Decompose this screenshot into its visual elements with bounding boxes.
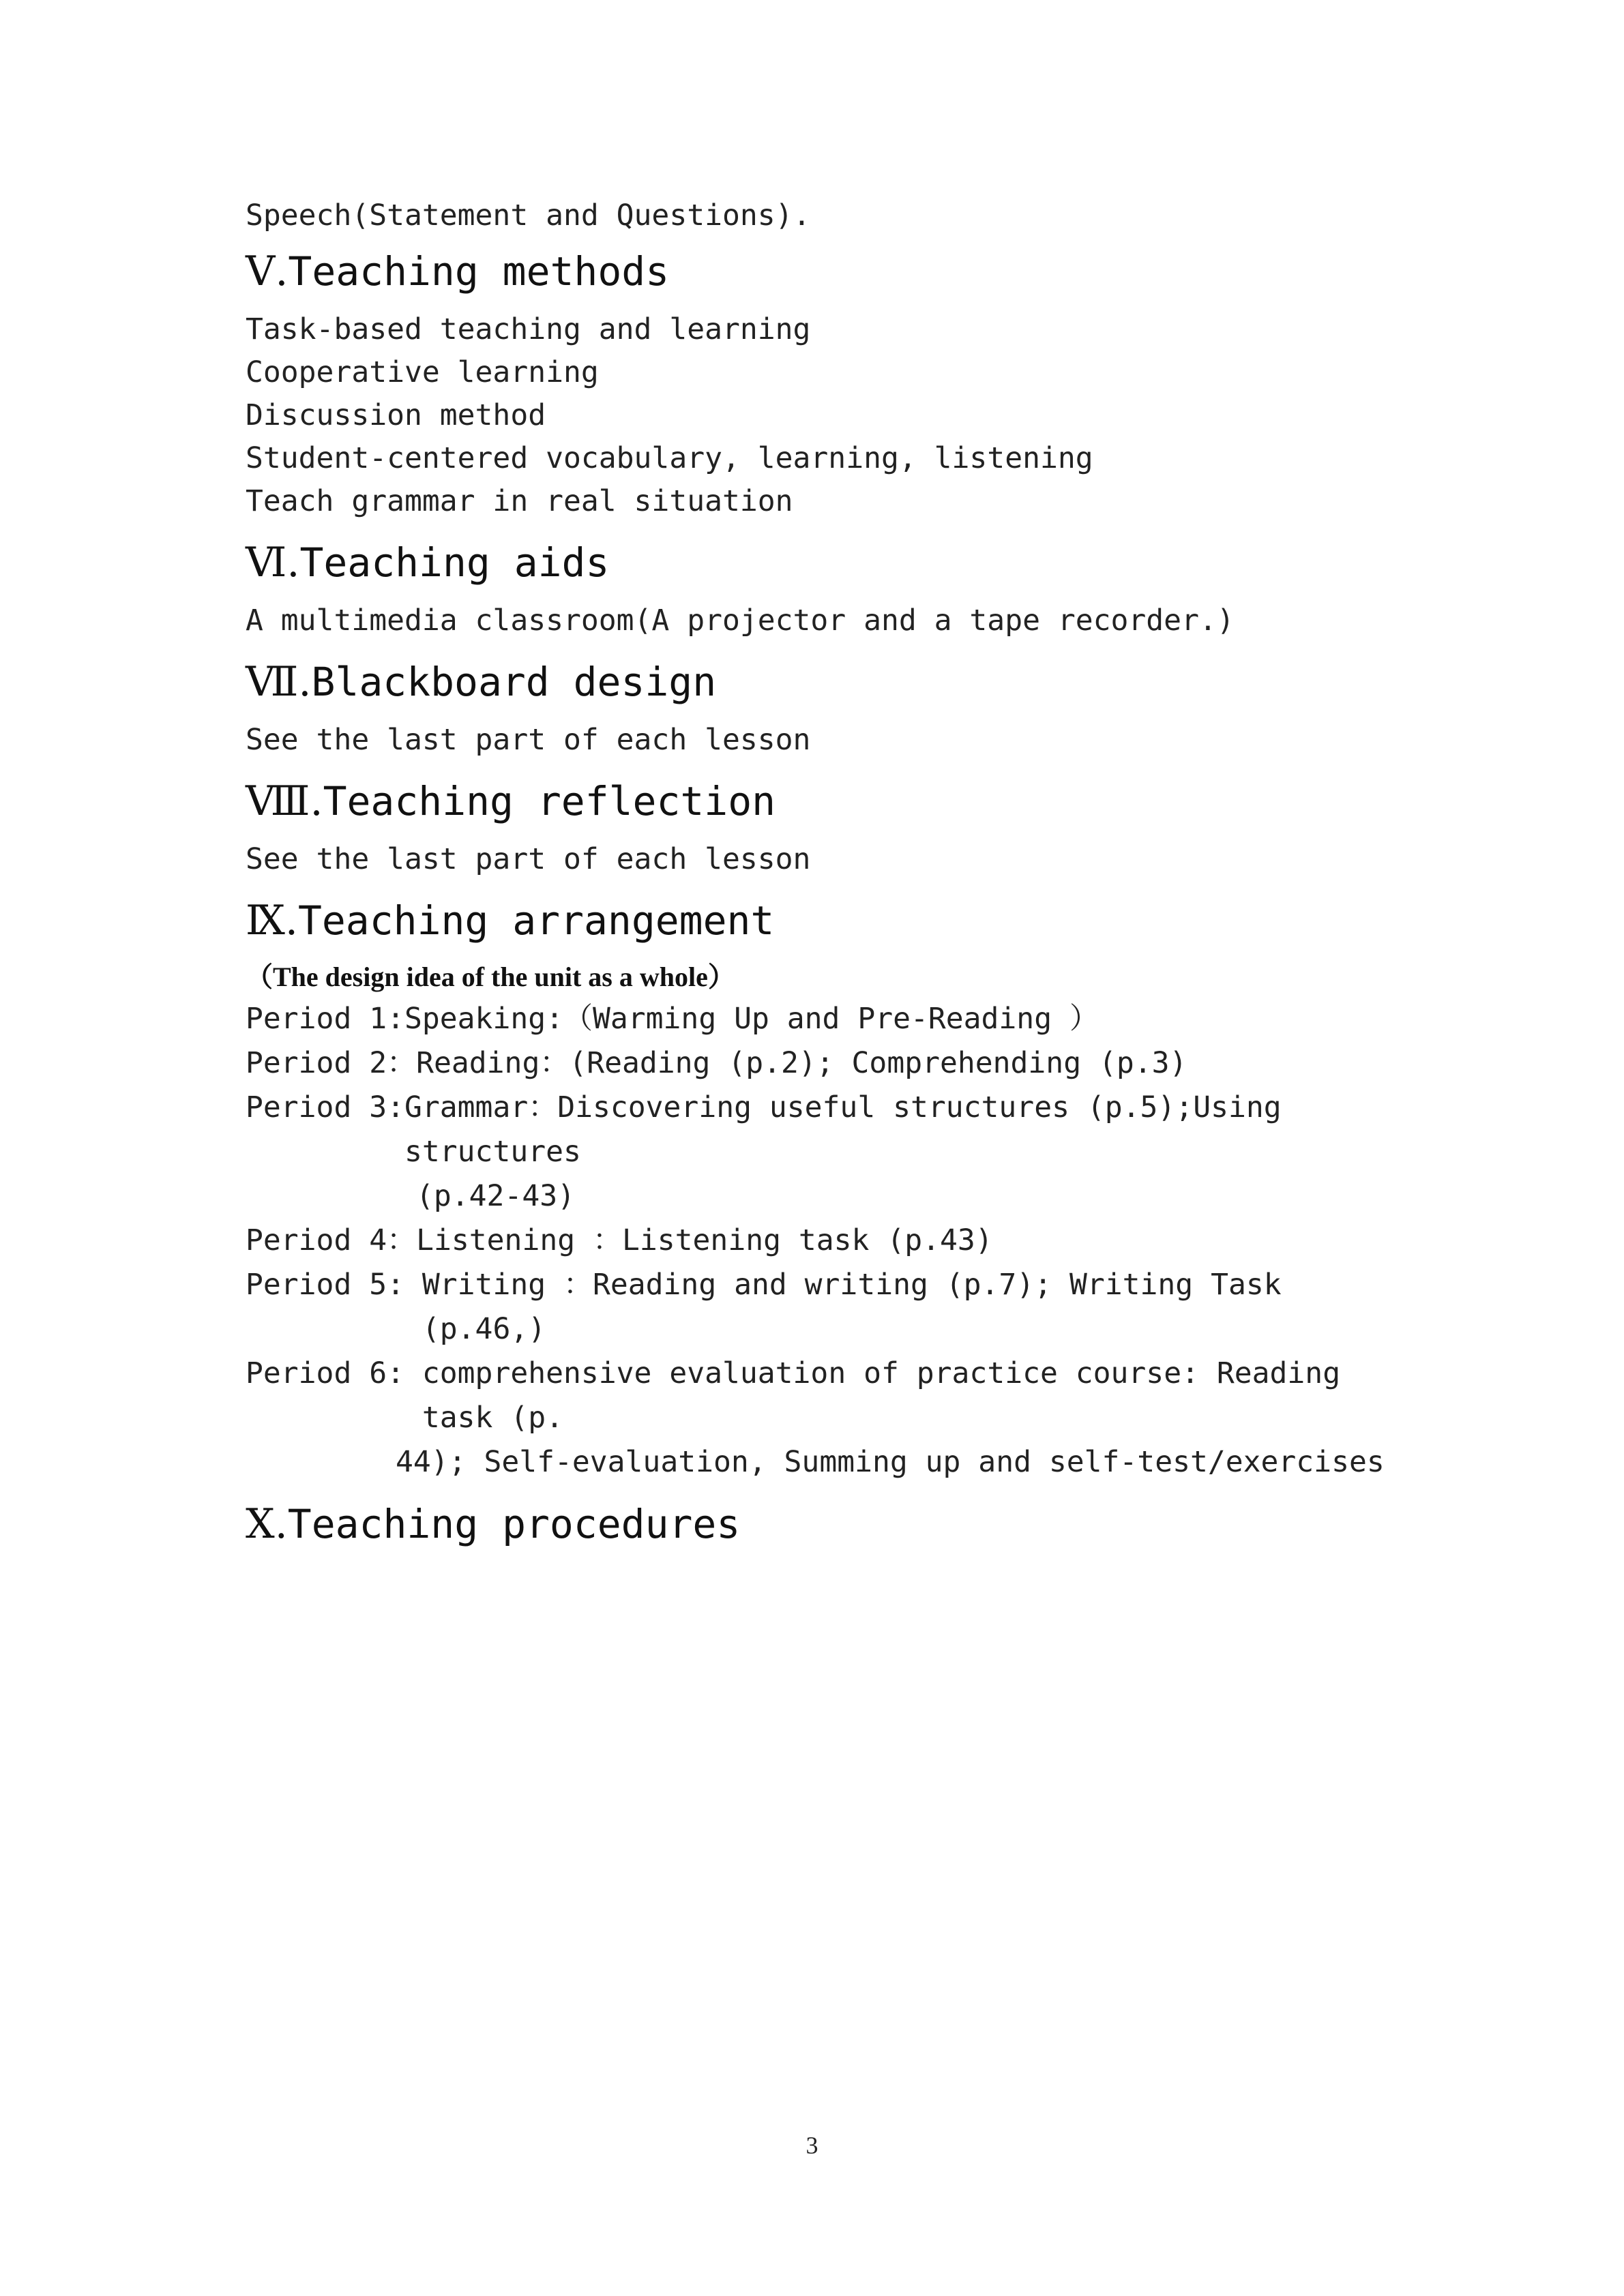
period-text: comprehensive evaluation of practice course: Reading task (p. [422,1356,1341,1435]
section-title: Teaching aids [299,539,610,586]
period-row [246,1219,1419,1263]
period-label: Period 1: [246,1002,404,1036]
period-text: Speaking:（Warming Up and Pre-Reading ） [404,1002,1099,1036]
section-numeral: Ⅷ. [246,777,323,825]
period-text: Reading：(Reading (p.2); Comprehending (p.3) [416,1046,1187,1080]
section-numeral: Ⅵ. [246,539,300,586]
page-number: 3 [806,2132,818,2159]
section-numeral: Ⅹ. [246,1500,288,1548]
period-text: Grammar：Discovering useful structures (p.5);Using structures [404,1090,1282,1169]
section-numeral: Ⅴ. [246,248,289,295]
period-label: Period 6: [246,1356,422,1390]
period-row [246,997,1419,1041]
section-heading-blackboard-design [246,655,1419,709]
blackboard-item: See the last part of each lesson [246,723,811,757]
method-item: Cooperative learning [246,355,599,389]
aids-item: A multimedia classroom(A projector and a tape recorder.) [246,603,1235,638]
method-item: Student-centered vocabulary, learning, listening [246,441,1093,475]
period-row [246,1041,1419,1086]
method-item: Discussion method [246,398,546,432]
period-label: Period 4： [246,1223,417,1257]
period-label: Period 3: [246,1090,404,1124]
section-title: Teaching arrangement [297,897,775,944]
intro-line: Speech(Statement and Questions). [246,198,811,233]
period-continuation: (p.42-43) [416,1179,575,1213]
section-title: Blackboard design [311,659,717,705]
period-row [246,1086,1419,1174]
section-numeral: Ⅶ. [246,658,312,706]
section-heading-teaching-procedures [246,1497,1419,1551]
design-idea-note: （The design idea of the unit as a whole） [246,961,735,992]
period-label: Period 2： [246,1046,417,1080]
period-row [246,1263,1419,1352]
period-continuation: 44); Self-evaluation, Summing up and self-test/exercises [396,1445,1385,1479]
period-text: Writing ：Reading and writing (p.7); Writing Task (p.46,) [422,1268,1282,1346]
reflection-item: See the last part of each lesson [246,842,811,876]
page-content [246,194,1419,1561]
section-title: Teaching methods [288,248,670,295]
period-text: Listening ：Listening task (p.43) [416,1223,993,1257]
period-row [246,1352,1419,1440]
section-heading-teaching-arrangement [246,893,1419,948]
section-title: Teaching reflection [323,778,776,824]
method-item: Task-based teaching and learning [246,312,811,346]
section-heading-teaching-methods [246,244,1419,299]
section-numeral: Ⅸ. [246,897,298,944]
method-item: Teach grammar in real situation [246,484,793,518]
section-title: Teaching procedures [287,1501,741,1547]
section-heading-teaching-aids [246,535,1419,590]
period-label: Period 5: [246,1268,422,1302]
section-heading-teaching-reflection [246,774,1419,829]
